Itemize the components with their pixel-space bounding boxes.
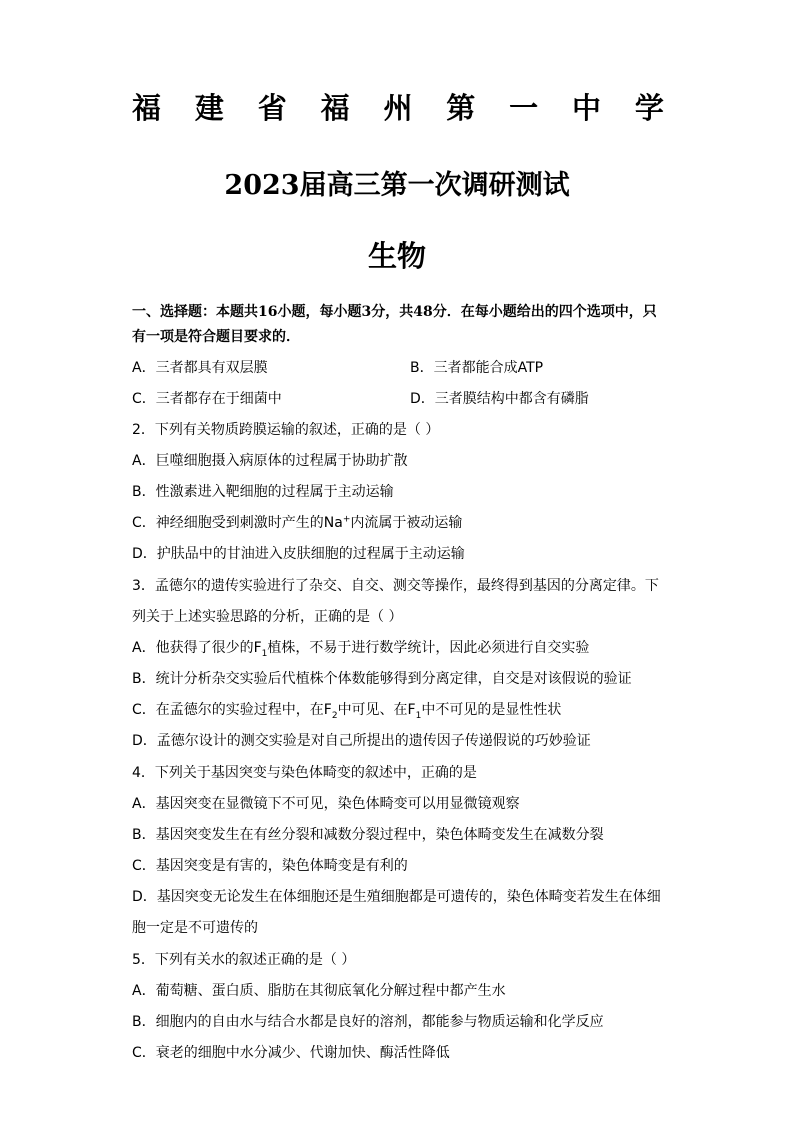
subscript: 1: [415, 710, 422, 721]
q3-stem-line2: 列关于上述实验思路的分析，正确的是（ ）: [132, 609, 403, 625]
q3-option-a-text: A．他获得了很少的F: [132, 640, 262, 656]
q2-option-b: B．性激素进入靶细胞的过程属于主动运输: [132, 484, 394, 500]
q2-option-c-text: C．神经细胞受到刺激时产生的Na: [132, 515, 343, 531]
subscript: 1: [261, 648, 268, 659]
q3-option-a-text: 植株，不易于进行数学统计，因此必须进行自交实验: [267, 640, 590, 656]
q3-option-a: [132, 637, 589, 659]
subscript: 2: [331, 710, 338, 721]
q3-option-c: [132, 699, 561, 721]
q2-option-a: A．巨噬细胞摄入病原体的过程属于协助扩散: [132, 453, 408, 469]
q4-option-c: C．基因突变是有害的，染色体畸变是有利的: [132, 858, 408, 874]
q2-stem: 2．下列有关物质跨膜运输的叙述，正确的是（ ）: [132, 422, 440, 438]
q5-option-a: A．葡萄糖、蛋白质、脂肪在其彻底氧化分解过程中都产生水: [132, 983, 506, 999]
school-name: [132, 86, 664, 127]
school-char: 福: [320, 91, 350, 125]
section-heading: 一、选择题：本题共16小题，每小题3分，共48分．在每小题给出的四个选项中，只有一项是符合题目要求的．: [132, 304, 657, 345]
school-char: 一: [509, 91, 539, 125]
q3-option-b: B．统计分析杂交实验后代植株个体数能够得到分离定律，自交是对该假说的验证: [132, 671, 632, 687]
exam-title: 2023届高三第一次调研测试: [224, 170, 570, 201]
q5-option-c: C．衰老的细胞中水分减少、代谢加快、酶活性降低: [132, 1045, 450, 1061]
superscript: +: [342, 514, 351, 525]
q4-option-b: B．基因突变发生在有丝分裂和减数分裂过程中，染色体畸变发生在减数分裂: [132, 827, 604, 843]
school-char: 学: [634, 91, 664, 125]
q3-option-c-text: C．在孟德尔的实验过程中，在F: [132, 702, 332, 718]
q4-option-d-line1: D．基因突变无论发生在体细胞还是生殖细胞都是可遗传的，染色体畸变若发生在体细: [132, 889, 661, 905]
q3-option-c-text: 中不可见的是显性性状: [421, 702, 562, 718]
q1-option-a: A．三者都具有双层膜: [132, 360, 268, 376]
q2-option-c-text: 内流属于被动运输: [350, 515, 463, 531]
q1-option-c: C．三者都存在于细菌中: [132, 391, 282, 407]
q5-option-b: B．细胞内的自由水与结合水都是良好的溶剂，都能参与物质运输和化学反应: [132, 1014, 604, 1030]
school-char: 第: [446, 91, 476, 125]
school-char: 省: [257, 91, 287, 125]
subject-title: 生物: [367, 239, 426, 273]
q1-option-d: D．三者膜结构中都含有磷脂: [410, 391, 589, 407]
q4-option-d-line2: 胞一定是不可遗传的: [132, 920, 258, 936]
school-char: 建: [194, 91, 224, 125]
q4-stem: 4．下列关于基因突变与染色体畸变的叙述中，正确的是: [132, 765, 477, 781]
q1-option-b: B．三者都能合成ATP: [410, 360, 544, 376]
q2-option-d: D．护肤品中的甘油进入皮肤细胞的过程属于主动运输: [132, 546, 465, 562]
school-char: 州: [383, 91, 413, 125]
q2-option-c: [132, 512, 462, 532]
school-char: 中: [572, 91, 602, 125]
q3-stem-line1: 3．孟德尔的遗传实验进行了杂交、自交、测交等操作，最终得到基因的分离定律。下: [132, 578, 659, 594]
q5-stem: 5．下列有关水的叙述正确的是（ ）: [132, 952, 356, 968]
q4-option-a: A．基因突变在显微镜下不可见，染色体畸变可以用显微镜观察: [132, 796, 520, 812]
q3-option-c-text: 中可见、在F: [337, 702, 416, 718]
school-char: 福: [132, 91, 162, 125]
q3-option-d: D．孟德尔设计的测交实验是对自己所提出的遗传因子传递假说的巧妙验证: [132, 733, 591, 749]
